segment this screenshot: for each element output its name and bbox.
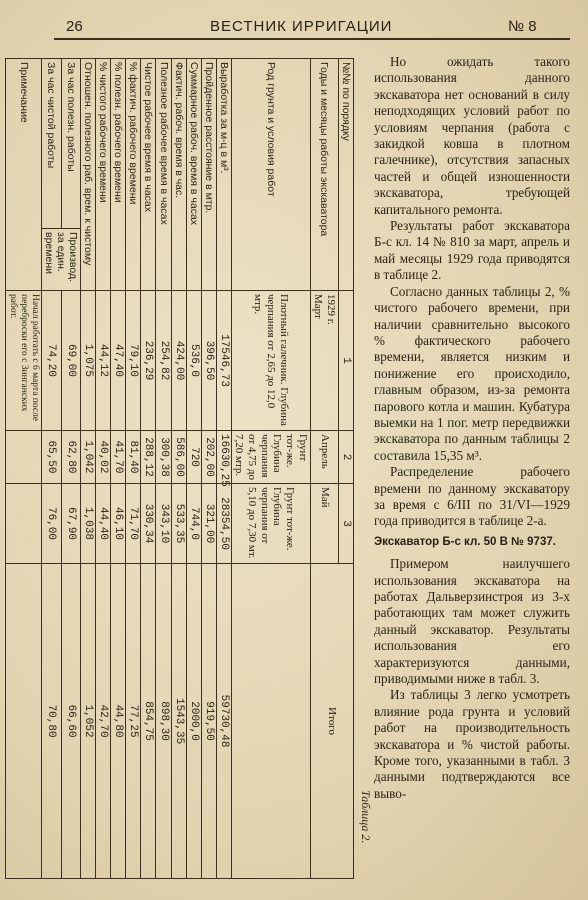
page-number: 26: [66, 18, 83, 35]
paragraph: Результаты работ экскаватора Б-с кл. 14 № 810 за март, апрель и май месяцы 1929 года приводятся в таблице 2.: [374, 218, 570, 283]
actual-time-cell: 586,00: [171, 431, 186, 484]
actual-time-cell: 533,35: [171, 484, 186, 564]
pct-clean-cell: 44,12: [96, 291, 111, 431]
note-cell-empty: [6, 431, 42, 484]
actual-time-cell: 424,00: [171, 291, 186, 431]
paragraph: Распределение рабочего времени по данному экскаватору за время с 6/III по 31/VI—1929 года приводится в таблице 2-а.: [374, 464, 570, 529]
col-header-pct-clean: % чистого рабочего времени: [96, 59, 111, 291]
col-header-prod-useful: За час полезн. работы: [61, 59, 81, 229]
prod-clean-cell: 76,00: [42, 484, 62, 564]
period-month: Март: [312, 294, 325, 319]
total-pct-useful: 44,80: [111, 564, 126, 879]
distance-row: [201, 59, 216, 879]
prod-clean-row: [42, 59, 62, 879]
total-actual-time: 1543,35: [171, 564, 186, 879]
table-header-row: [338, 59, 353, 879]
ratio-row: [81, 59, 96, 879]
pct-actual-cell: 71,70: [126, 484, 141, 564]
running-header: [0, 14, 588, 38]
soil-cell: Грунт тот-же. Глубина черпания от 4,75 до 7,20 мтр.: [231, 431, 310, 484]
period-month: Апрель: [310, 431, 338, 484]
paragraph: Согласно данных таблицы 2, % чистого рабочего времени, при наличии сравнительно высокого % фактического рабочего времени, является низким и понижение его происходило, главным образом, из-за ремонта парового котла и машин. Кубатура выемки на 1 пог. метр передвижки экскаватора по данным таблицы 2 составила 15,35 м³.: [374, 283, 570, 463]
col-header-prod-group: Производ. за един. времени: [42, 229, 81, 291]
total-useful-time: 898,30: [156, 564, 171, 879]
pct-clean-cell: 44,40: [96, 484, 111, 564]
col-header-no: №№ по порядку: [338, 59, 353, 291]
period-month: Май: [310, 484, 338, 564]
pct-actual-cell: 81,40: [126, 431, 141, 484]
useful-time-cell: 343,10: [156, 484, 171, 564]
period-cell: [310, 291, 338, 431]
pct-useful-cell: 41,70: [111, 431, 126, 484]
col-header-useful-time: Полезное рабочее время в часах: [156, 59, 171, 291]
row-no: 3: [338, 484, 353, 564]
clean-time-row: [141, 59, 156, 879]
table-2-area: [8, 58, 354, 878]
useful-time-cell: 254,82: [156, 291, 171, 431]
total-prod-clean: 70,80: [42, 564, 62, 879]
distance-cell: 396,50: [201, 291, 216, 431]
output-row: [216, 59, 231, 879]
prod-clean-cell: 74,20: [42, 291, 62, 431]
total-clean-time: 854,75: [141, 564, 156, 879]
pct-useful-cell: 47,40: [111, 291, 126, 431]
table-caption-text: Таблица 2.: [359, 790, 373, 844]
total-soil-empty: [231, 564, 310, 879]
text-column: [374, 54, 570, 802]
output-cell: 17546,73: [216, 291, 231, 431]
pct-clean-row: [96, 59, 111, 879]
total-total-time: 2000,0: [186, 564, 201, 879]
ratio-cell: 1,042: [81, 431, 96, 484]
total-time-cell: 720: [186, 431, 201, 484]
actual-time-row: [171, 59, 186, 879]
total-distance: 919,50: [201, 564, 216, 879]
year-label: 1929 г.: [324, 294, 337, 325]
paragraph: Но ожидать такого использования данного экскаватора нет оснований в силу неподходящих условий работ по условиям черпания (работа с закидкой ковша в плотном галечнике), отсутствия запасных частей и общей изношенности экскаватора, требующей капитального ремонта.: [374, 54, 570, 217]
journal-title: ВЕСТНИК ИРРИГАЦИИ: [210, 18, 393, 35]
paragraph: Примером наилучшего использования экскаватора на работах Дальверзинстроя из 3-х работающих там может служить данный экскаватор. Результаты использования его характеризуются данными, приводимыми ниже в табл. 3.: [374, 556, 570, 687]
col-header-total-time: Суммарное рабоч. время в часах: [186, 59, 201, 291]
clean-time-cell: 330,34: [141, 484, 156, 564]
pct-useful-row: [111, 59, 126, 879]
prod-useful-cell: 62,80: [61, 431, 81, 484]
row-no: 2: [338, 431, 353, 484]
total-note-empty: [6, 564, 42, 879]
total-output: 59730,48: [216, 564, 231, 879]
prod-useful-cell: 69,00: [61, 291, 81, 431]
soil-row: [231, 59, 310, 879]
useful-time-cell: 300,38: [156, 431, 171, 484]
ratio-cell: 1,075: [81, 291, 96, 431]
soil-cell: Грунт тот-же. Глубина черпания от 5,10 до 7,30 мт.: [231, 484, 310, 564]
total-time-row: [186, 59, 201, 879]
total-time-cell: 744,0: [186, 484, 201, 564]
col-header-note: Примечание: [6, 59, 42, 291]
col-header-prod-clean: За час чистой работы: [42, 59, 62, 229]
prod-useful-row: [61, 59, 81, 879]
output-cell: 16630,25: [216, 431, 231, 484]
total-prod-useful: 66,60: [61, 564, 81, 879]
distance-cell: 202,00: [201, 431, 216, 484]
distance-cell: 321,00: [201, 484, 216, 564]
col-header-pct-useful: % полезн. рабочего времени: [111, 59, 126, 291]
pct-clean-cell: 40,02: [96, 431, 111, 484]
total-label: Итого: [310, 564, 353, 879]
table-2: [5, 58, 354, 879]
note-row: [6, 59, 42, 879]
pct-useful-cell: 46,10: [111, 484, 126, 564]
clean-time-cell: 288,12: [141, 431, 156, 484]
col-header-actual-time: Фактич. рабоч. время в час.: [171, 59, 186, 291]
total-pct-actual: 77,25: [126, 564, 141, 879]
col-header-distance: Пройденное расстояние в мтр.: [201, 59, 216, 291]
useful-time-row: [156, 59, 171, 879]
prod-clean-cell: 65,50: [42, 431, 62, 484]
total-time-cell: 536,0: [186, 291, 201, 431]
col-header-output: Выработка за м-ц в м³.: [216, 59, 231, 291]
section-heading: Экскаватор Б-с кл. 50 В № 9737.: [374, 535, 556, 548]
header-rule: [54, 38, 570, 40]
col-header-soil: Род грунта и условия работ: [231, 59, 310, 291]
row-no: 1: [338, 291, 353, 431]
col-header-period: Годы и месяцы работы экскаватора: [310, 59, 338, 291]
ratio-cell: 1,038: [81, 484, 96, 564]
output-cell: 28354,50: [216, 484, 231, 564]
col-header-pct-actual: % фактич. рабочего времени: [126, 59, 141, 291]
clean-time-cell: 236,29: [141, 291, 156, 431]
note-cell-empty: [6, 484, 42, 564]
col-header-ratio: Отношен. полезного раб. врем. к чистому: [81, 59, 96, 291]
prod-useful-cell: 67,90: [61, 484, 81, 564]
issue-number: № 8: [508, 18, 537, 35]
total-pct-clean: 42,70: [96, 564, 111, 879]
col-header-clean-time: Чистое рабочее время в часах: [141, 59, 156, 291]
rotated-table-container: [8, 58, 354, 878]
note-cell: Начал работать с 6 марта после переброски его с Зинганских работ.: [6, 291, 42, 431]
total-ratio: 1,052: [81, 564, 96, 879]
pct-actual-cell: 79,10: [126, 291, 141, 431]
table-caption: [358, 790, 374, 880]
paragraph: Из таблицы 3 легко усмотреть влияние рода грунта и условий работ на производительность экскаватора и % чистой работы. Кроме того, указанными в табл. 3 данными подтверждаются все выво-: [374, 687, 570, 801]
soil-cell: Плотный галечник. Глубина черпания от 2,65 до 12,0 мтр.: [231, 291, 310, 431]
pct-actual-row: [126, 59, 141, 879]
